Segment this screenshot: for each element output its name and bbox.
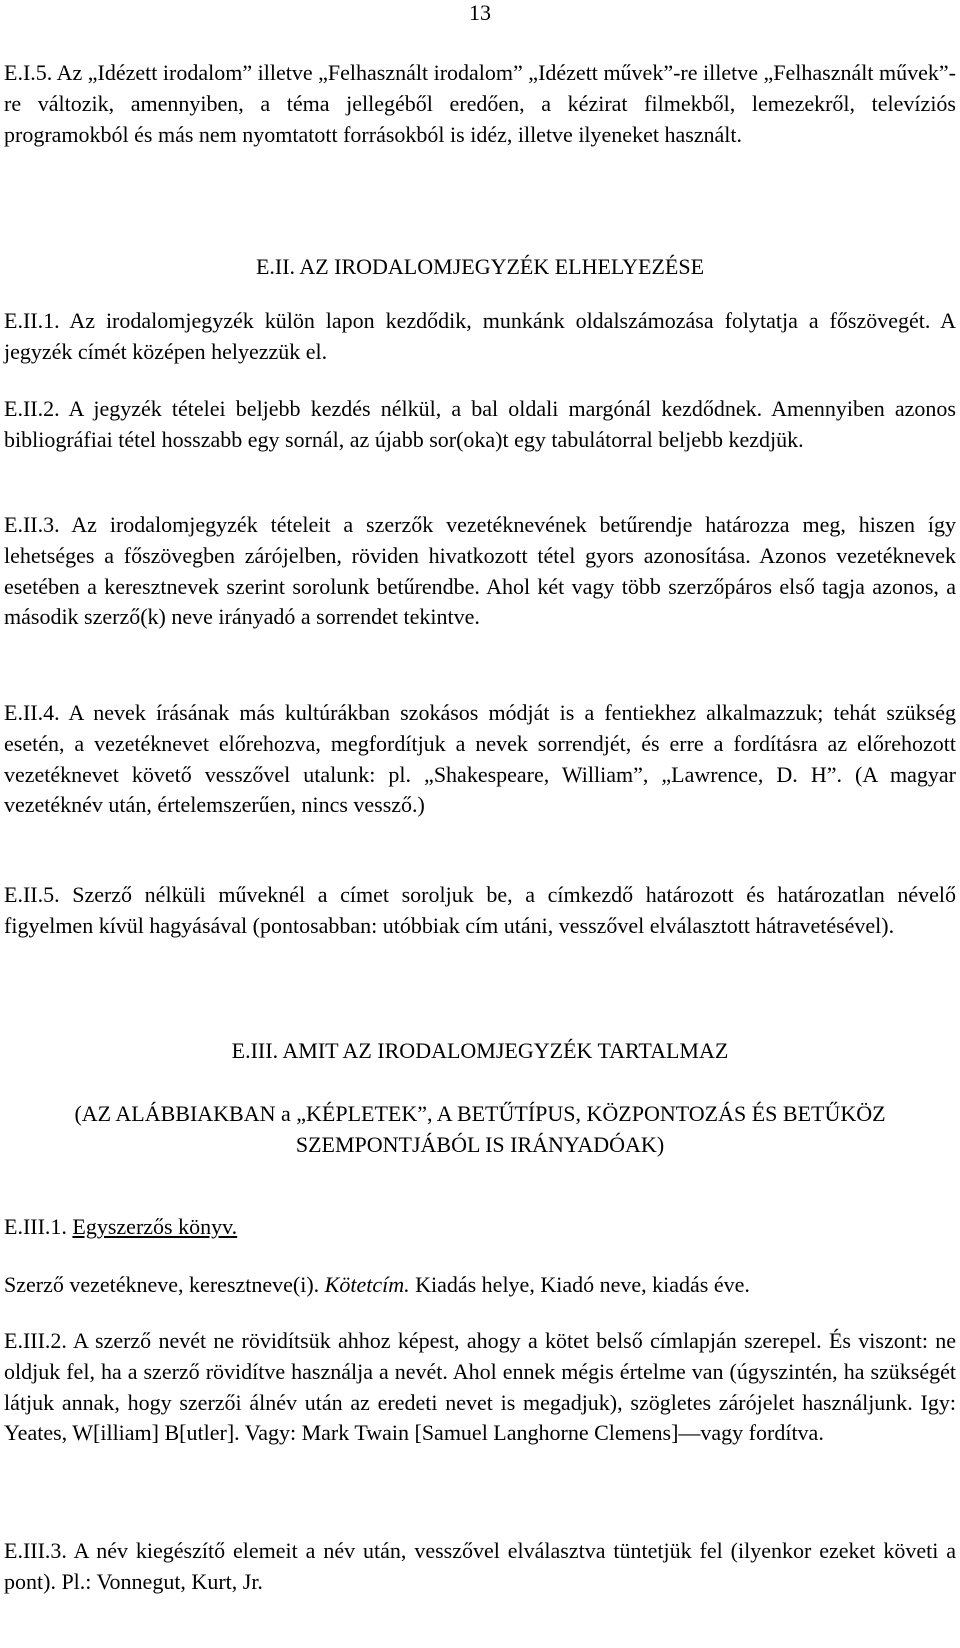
section-heading-e-iii: E.III. AMIT AZ IRODALOMJEGYZÉK TARTALMAZ [231,1038,729,1063]
paragraph-e-iii-3: E.III.3. A név kiegészítő elemeit a név után, vesszővel elválasztva tüntetjük fel (ilyenkor ezeket követi a pont). Pl.: Vonnegut, Kurt, Jr. [4,1538,956,1594]
paragraph-e-ii-2: E.II.2. A jegyzék tételei beljebb kezdés nélkül, a bal oldali margónál kezdődnek. Amennyiben azonos bibliográfiai tétel hosszabb egy sornál, az újabb sor(oka)t egy tabulátorral beljebb kezdjük. [4,396,956,452]
paragraph-e-ii-3: E.II.3. Az irodalomjegyzék tételeit a szerzők vezetéknevének betűrendje határozza meg, hiszen így lehetséges a főszövegben zárójelben, röviden hivatkozott tétel gyors azonosítása. Azonos vezetéknevek esetében a keresztnevek szerint sorolunk betűrendbe. Ahol két vagy több szerzőpáros első tagja azonos, a második szerző(k) neve irányadó a sorrendet tekintve. [4,512,956,630]
paragraph-e-iii-2: E.III.2. A szerző nevét ne rövidítsük ahhoz képest, ahogy a kötet belső címlapján szerepel. És viszont: ne oldjuk fel, ha a szerző rövidítve használja a nevét. Ahol ennek mégis értelme van (úgyszintén, ha szükségét látjuk annak, hogy szerzői álnév után az eredeti nevet is megadjuk), szögletes zárójelet használjunk. Igy: Yeates, W[illiam] B[utler]. Vagy: Mark Twain [Samuel Langhorne Clemens]—vagy fordítva. [4,1328,956,1446]
e-iii-1-label: E.III.1. [4,1214,67,1239]
section-subheading-e-iii: (AZ ALÁBBIAKBAN a „KÉPLETEK”, A BETŰTÍPUS, KÖZPONTOZÁS ÉS BETŰKÖZ SZEMPONTJÁBÓL IS IRÁNYADÓAK) [74,1101,886,1157]
paragraph-e-i-5: E.I.5. Az „Idézett irodalom” illetve „Felhasznált irodalom” „Idézett művek”-re illetve „Felhasznált művek”-re változik, amennyiben, a téma jellegéből eredően, a kézirat filmekből, lemezekről, televíziós programokból és más nem nyomtatott forrásokból is idéz, illetve ilyeneket használt. [4,60,956,147]
pattern-author: Szerző vezetékneve, keresztneve(i). [4,1272,325,1297]
section-heading-e-ii: E.II. AZ IRODALOMJEGYZÉK ELHELYEZÉSE [255,254,705,279]
paragraph-e-iii-1-pattern [4,1270,956,1301]
pattern-title-italic: Kötetcím. [324,1272,410,1297]
page-number: 13 [469,0,491,25]
paragraph-e-ii-5: E.II.5. Szerző nélküli műveknél a címet soroljuk be, a címkezdő határozott és határozatlan névelő figyelmen kívül hagyásával (pontosabban: utóbbiak cím utáni, vesszővel elválasztott hátravetésével). [4,882,956,938]
paragraph-e-iii-1-title [4,1212,956,1243]
pattern-publication: Kiadás helye, Kiadó neve, kiadás éve. [409,1272,750,1297]
paragraph-e-ii-4: E.II.4. A nevek írásának más kultúrákban szokásos módját is a fentiekhez alkalmazzuk; tehát szükség esetén, a vezetéknevet előrehozva, megfordítjuk a nevek sorrendjét, és erre a fordításra az előrehozott vezetéknevet követő vesszővel utalunk: pl. „Shakespeare, William”, „Lawrence, D. H”. (A magyar vezetéknév után, értelemszerűen, nincs vessző.) [4,700,956,818]
e-iii-1-title: Egyszerzős könyv. [72,1214,238,1239]
paragraph-e-ii-1: E.II.1. Az irodalomjegyzék külön lapon kezdődik, munkánk oldalszámozása folytatja a főszövegét. A jegyzék címét középen helyezzük el. [4,308,956,364]
